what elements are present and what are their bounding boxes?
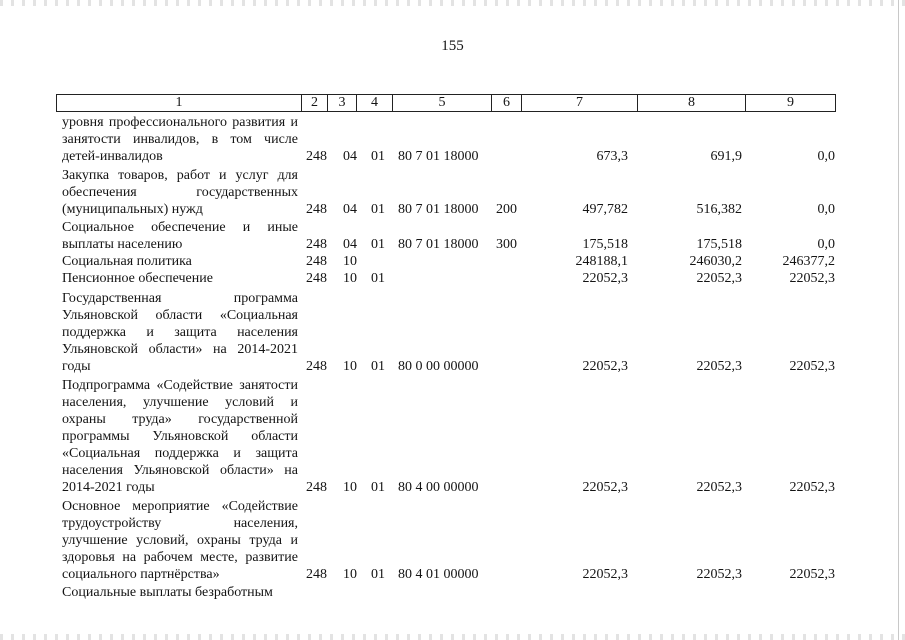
cell-col-3: 10 [343, 480, 357, 495]
cell-col-2: 248 [306, 237, 327, 252]
cell-col-4: 01 [371, 237, 385, 252]
cell-col-2: 248 [306, 254, 327, 269]
cell-col-9: 22052,3 [789, 271, 835, 286]
cell-col-5: 80 4 00 00000 [398, 480, 479, 495]
cell-col-8: 22052,3 [696, 567, 742, 582]
cell-col-7: 22052,3 [582, 567, 628, 582]
cell-col-3: 10 [343, 271, 357, 286]
row-name: Государственная программа Ульяновской области «Социальная поддержка и защита населения Ульяновской области» на 2014-2021 годы [62, 291, 298, 374]
cell-col-2: 248 [306, 359, 327, 374]
header-col-8: 8 [688, 95, 695, 110]
cell-col-3: 04 [343, 149, 357, 164]
cell-col-7: 22052,3 [582, 271, 628, 286]
cell-col-2: 248 [306, 202, 327, 217]
cell-col-3: 04 [343, 237, 357, 252]
cell-col-7: 673,3 [596, 149, 628, 164]
cell-col-7: 22052,3 [582, 480, 628, 495]
row-name: Основное мероприятие «Содействие трудоустройству населения, улучшение условий, охраны труда и здоровья на рабочем месте, развитие социального партнёрства» [62, 499, 298, 582]
cell-col-4: 01 [371, 359, 385, 374]
header-col-4: 4 [371, 95, 378, 110]
cell-col-7: 497,782 [582, 202, 628, 217]
cell-col-9: 22052,3 [789, 567, 835, 582]
cell-col-5: 80 0 00 00000 [398, 359, 479, 374]
cell-col-2: 248 [306, 149, 327, 164]
cell-col-2: 248 [306, 271, 327, 286]
row-name: Социальные выплаты безработным [62, 585, 273, 600]
cell-col-8: 22052,3 [696, 480, 742, 495]
table-header [56, 94, 836, 112]
cell-col-8: 691,9 [710, 149, 742, 164]
cell-col-9: 22052,3 [789, 480, 835, 495]
row-name: Социальная политика [62, 254, 192, 269]
cell-col-4: 01 [371, 202, 385, 217]
header-col-9: 9 [787, 95, 794, 110]
cell-col-6: 300 [496, 237, 517, 252]
cell-col-2: 248 [306, 480, 327, 495]
header-col-3: 3 [338, 95, 346, 110]
header-col-7: 7 [576, 95, 583, 110]
cell-col-9: 22052,3 [789, 359, 835, 374]
cell-col-9: 246377,2 [782, 254, 835, 269]
header-col-5: 5 [438, 95, 446, 110]
cell-col-7: 248188,1 [575, 254, 628, 269]
scan-right-edge [898, 0, 899, 640]
cell-col-4: 01 [371, 149, 385, 164]
header-col-2: 2 [311, 95, 318, 110]
cell-col-8: 175,518 [696, 237, 742, 252]
cell-col-9: 0,0 [817, 237, 835, 252]
header-col-1: 1 [175, 95, 183, 110]
cell-col-9: 0,0 [817, 149, 835, 164]
cell-col-6: 200 [496, 202, 517, 217]
cell-col-3: 10 [343, 567, 357, 582]
cell-col-2: 248 [306, 567, 327, 582]
cell-col-4: 01 [371, 567, 385, 582]
row-name: Подпрограмма «Содействие занятости населения, улучшение условий и охраны труда» государственной программы Ульяновской области «Социальная поддержка и защита населения Ульяновской области» на 2014-2021 годы [62, 378, 298, 495]
cell-col-8: 22052,3 [696, 271, 742, 286]
cell-col-5: 80 4 01 00000 [398, 567, 479, 582]
cell-col-4: 01 [371, 480, 385, 495]
row-name: Социальное обеспечение и иные выплаты населению [62, 220, 298, 252]
cell-col-5: 80 7 01 18000 [398, 237, 479, 252]
cell-col-3: 10 [343, 254, 357, 269]
cell-col-3: 10 [343, 359, 357, 374]
cell-col-8: 516,382 [696, 202, 742, 217]
cell-col-4: 01 [371, 271, 385, 286]
cell-col-7: 22052,3 [582, 359, 628, 374]
cell-col-5: 80 7 01 18000 [398, 149, 479, 164]
cell-col-3: 04 [343, 202, 357, 217]
scan-bottom-edge [0, 634, 905, 640]
scan-top-edge [0, 0, 905, 6]
row-name: Пенсионное обеспечение [62, 271, 213, 286]
cell-col-5: 80 7 01 18000 [398, 202, 479, 217]
cell-col-8: 22052,3 [696, 359, 742, 374]
row-name: уровня профессионального развития и занятости инвалидов, в том числе детей-инвалидов [62, 115, 298, 164]
header-col-6: 6 [503, 95, 510, 110]
cell-col-7: 175,518 [582, 237, 628, 252]
row-name: Закупка товаров, работ и услуг для обеспечения государственных (муниципальных) нужд [62, 168, 298, 217]
page-number: 155 [441, 38, 464, 54]
cell-col-9: 0,0 [817, 202, 835, 217]
cell-col-8: 246030,2 [689, 254, 742, 269]
